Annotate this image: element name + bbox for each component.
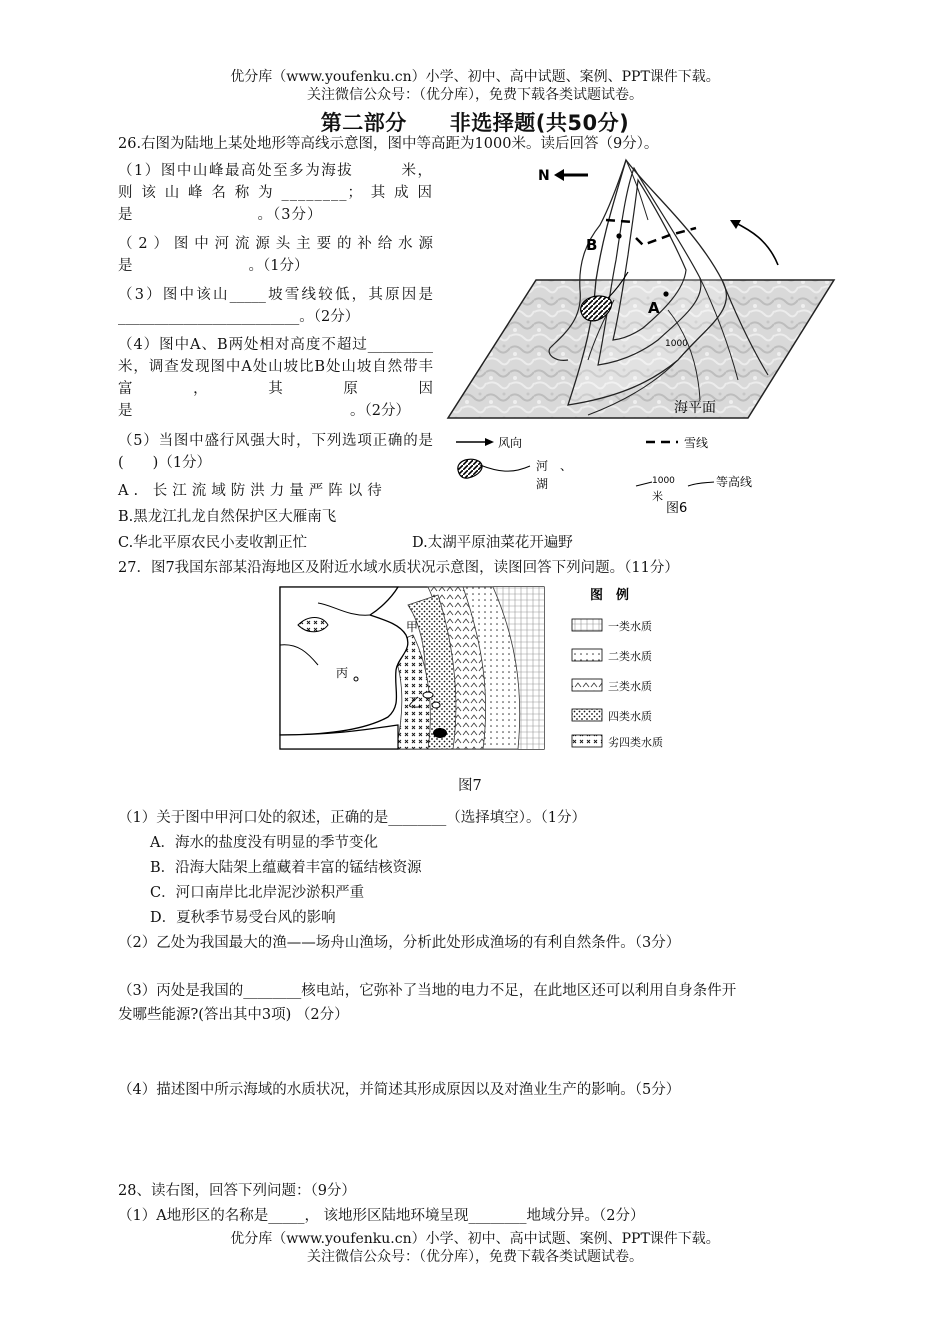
footer-line-1: 优分库（www.youfenku.cn）小学、初中、高中试题、案例、PPT课件下载。 — [230, 1231, 720, 1247]
figure-7-water-quality-map — [278, 585, 698, 755]
q27-option-c: C．河口南岸比北岸泥沙淤积严重 — [150, 885, 365, 901]
label-yi: 乙 — [408, 696, 422, 711]
legend-lake-label-2: 湖 — [536, 477, 549, 491]
q27-option-d: D．夏秋季节易受台风的影响 — [150, 910, 336, 926]
legend-contour-icon — [636, 482, 652, 486]
legend-class-2: 二类水质 — [608, 650, 652, 663]
figure-7-caption: 图7 — [458, 778, 482, 794]
q27-part4: （4）描述图中所示海域的水质状况，并简述其形成原因以及对渔业生产的影响。（5分） — [118, 1082, 681, 1098]
q26-option-b: B.黑龙江扎龙自然保护区大雁南飞 — [118, 509, 337, 525]
q27-option-a: A．海水的盐度没有明显的季节变化 — [150, 835, 378, 851]
q26-option-d: D.太湖平原油菜花开遍野 — [412, 535, 573, 551]
figure-6-caption: 图6 — [666, 501, 688, 516]
q27-part1: （1）关于图中甲河口处的叙述，正确的是________（选择填空）。（1分） — [118, 810, 586, 826]
contour-label: 1000 — [665, 339, 688, 349]
q28-intro: 28、读右图，回答下列问题：（9分） — [118, 1183, 356, 1199]
label-bing: 丙 — [336, 666, 349, 680]
q27-part3-line2: 发哪些能源?(答出其中3项) （2分） — [118, 1007, 349, 1023]
legend-lake-label-1: 河 、 — [536, 459, 573, 473]
q26-part3: （3）图中该山_____坡雪线较低，其原因是_________________________。（2分） — [118, 287, 433, 325]
legend-class-3: 三类水质 — [608, 680, 652, 693]
point-b-dot — [616, 233, 621, 238]
q27-option-b: B．沿海大陆架上蕴藏着丰富的锰结核资源 — [150, 860, 422, 876]
header-line-1: 优分库（www.youfenku.cn）小学、初中、高中试题、案例、PPT课件下载。 — [230, 69, 720, 85]
q27-intro: 27．图7我国东部某沿海地区及附近水域水质状况示意图，读图回答下列问题。（11分） — [118, 560, 679, 576]
q27-part2: （2）乙处为我国最大的渔——场舟山渔场，分析此处形成渔场的有利自然条件。（3分） — [118, 935, 681, 951]
legend-snow-label: 雪线 — [684, 436, 709, 450]
label-a: A — [648, 299, 660, 317]
q26-part5: （5）当图中盛行风强大时，下列选项正确的是 ( )（1分） — [118, 433, 448, 471]
legend-contour-value: 1000 — [652, 476, 675, 486]
q26-option-a: A. 长江流域防洪力量严阵以待 — [118, 483, 387, 499]
q26-intro: 26.右图为陆地上某处地形等高线示意图，图中等高距为1000米。读后回答（9分）。 — [118, 136, 659, 152]
legend-class-5: 劣四类水质 — [608, 736, 663, 749]
legend-contour-label: 等高线 — [716, 475, 753, 489]
point-a-dot — [663, 291, 668, 296]
q26-part2: （2）图中河流源头主要的补给水源是 。（1分） — [118, 236, 433, 274]
legend-title: 图 例 — [590, 588, 630, 603]
sea-level-label: 海平面 — [674, 400, 716, 416]
q28-part1: （1）A地形区的名称是_____， 该地形区陆地环境呈现________地域分异。（2分） — [118, 1208, 645, 1224]
wind-arrow-icon — [734, 222, 778, 265]
label-jia: 甲 — [406, 620, 419, 634]
legend-lake-icon — [458, 459, 482, 478]
north-label: N — [538, 168, 550, 184]
legend-contour-unit: 米 — [652, 490, 663, 503]
legend-class-4: 四类水质 — [608, 710, 652, 723]
q27-part3-line1: （3）丙处是我国的________核电站，它弥补了当地的电力不足，在此地区还可以利用自身条件开 — [118, 983, 737, 999]
label-b: B — [586, 236, 598, 254]
q26-part1: （1）图中山峰最高处至多为海拔 米，则该山峰名称为________；其成因是 。（3分） — [118, 163, 433, 223]
legend-wind-label: 风向 — [498, 436, 523, 450]
legend-wind-icon — [485, 438, 494, 446]
legend-class-1: 一类水质 — [608, 620, 652, 633]
q26-part4: （4）图中A、B两处相对高度不超过_________米，调查发现图中A处山坡比B处山坡自然带丰富，其原因是 。（2分） — [118, 337, 433, 419]
footer-line-2: 关注微信公众号：（优分库），免费下载各类试题试卷。 — [307, 1249, 643, 1265]
section-title: 第二部分 非选择题(共50分) — [320, 111, 630, 135]
q26-option-c: C.华北平原农民小麦收割正忙 — [118, 535, 308, 551]
header-line-2: 关注微信公众号：（优分库），免费下载各类试题试卷。 — [307, 87, 643, 103]
figure-6-contour-map — [438, 150, 838, 520]
